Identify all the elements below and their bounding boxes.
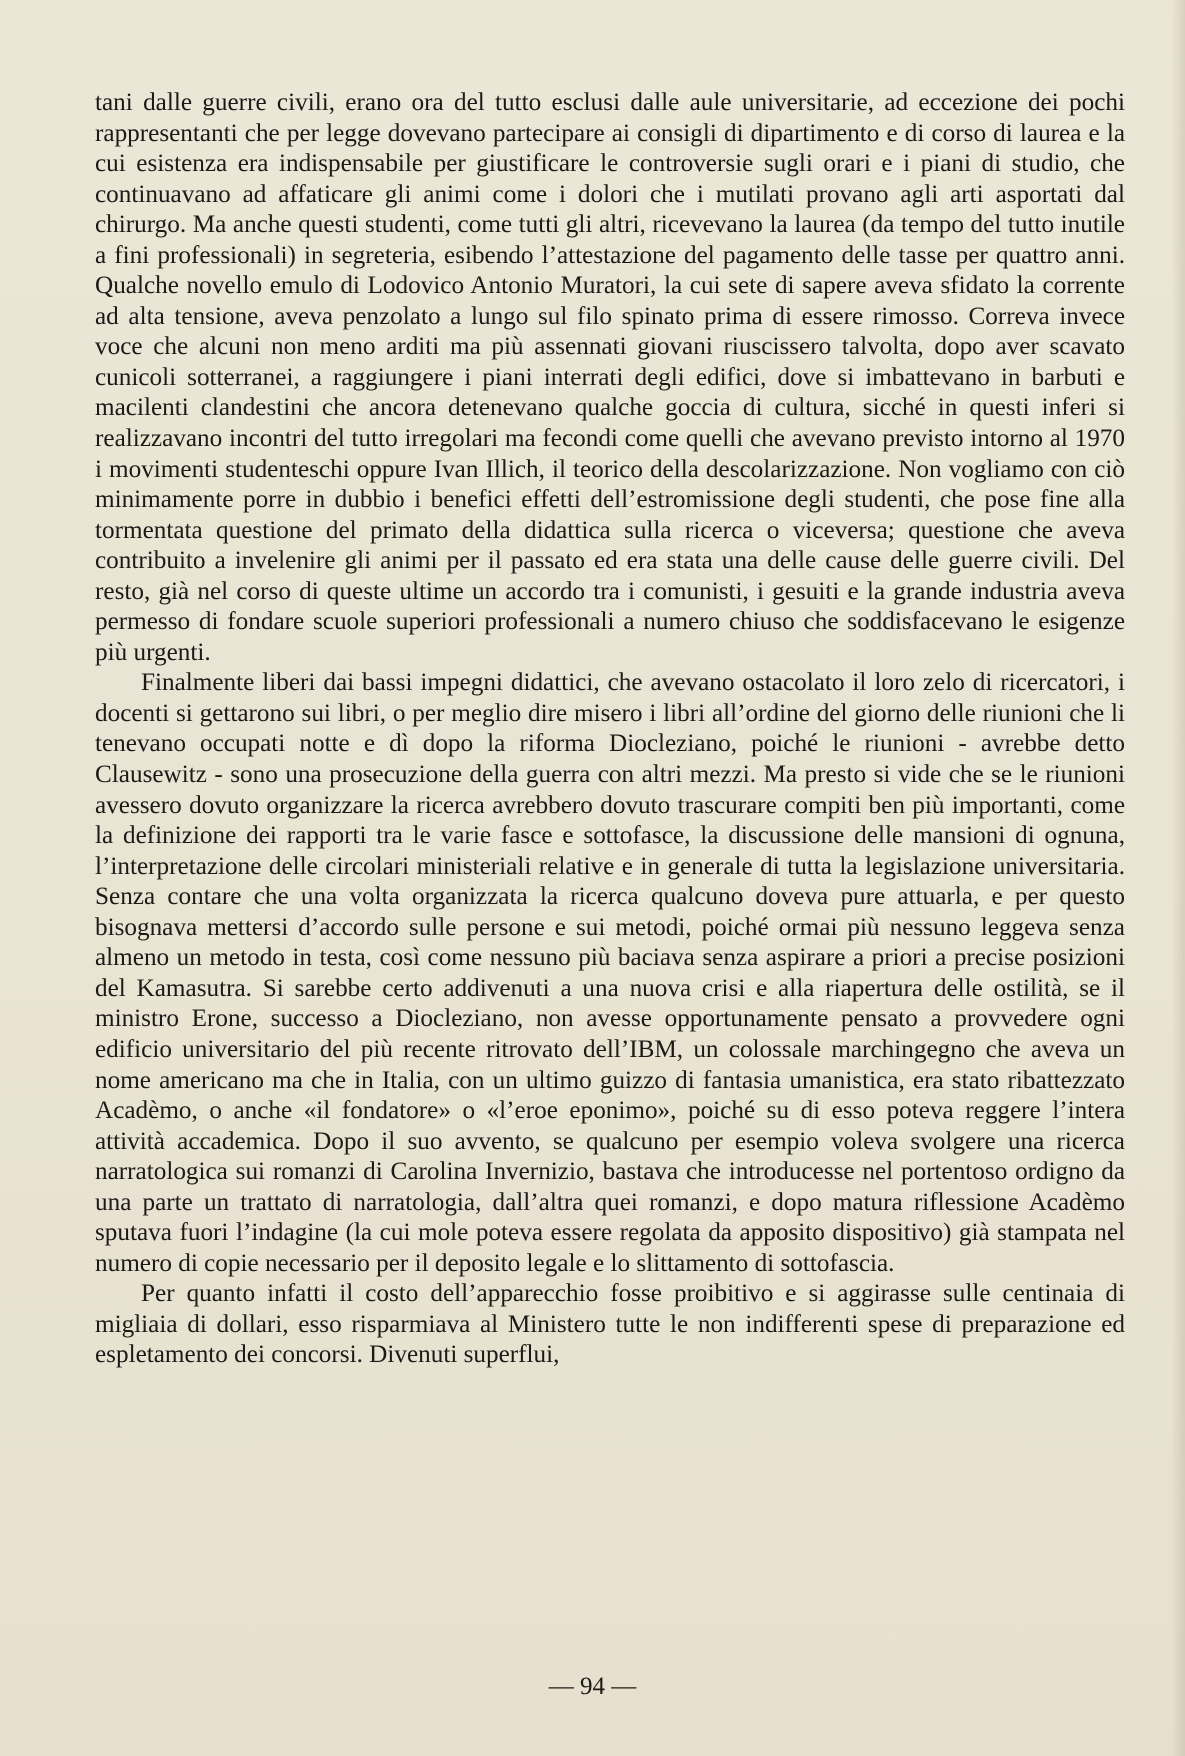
body-text [95, 88, 1125, 1371]
page-edge-shadow [1171, 0, 1185, 1756]
page-number: — 94 — [548, 1673, 637, 1700]
paragraph-2: Finalmente liberi dai bassi impegni didattici, che avevano ostacolato il loro zelo di ricercatori, i docenti si gettarono sui libri, o per meglio dire misero i libri all’ordine del giorno delle riunioni che li tenevano occupati notte e dì dopo la riforma Diocleziano, poiché le riunioni - avrebbe detto Clausewitz - sono una prosecuzione della guerra con altri mezzi. Ma presto si vide che se le riunioni avessero dovuto organizzare la ricerca avrebbero dovuto trascurare compiti ben più importanti, come la definizione dei rapporti tra le varie fasce e sottofasce, la discussione delle mansioni di ognuna, l’interpretazione delle circolari ministeriali relative e in generale di tutta la legislazione universitaria. Senza contare che una volta organizzata la ricerca qualcuno doveva pure attuarla, e per questo bisognava mettersi d’accordo sulle persone e sui metodi, poiché ormai più nessuno leggeva senza almeno un metodo in testa, così come nessuno più baciava senza aspirare a priori a precise posizioni del Kamasutra. Si sarebbe certo addivenuti a una nuova crisi e alla riapertura delle ostilità, se il ministro Erone, successo a Diocleziano, non avesse opportunamente pensato a provvedere ogni edificio universitario del più recente ritrovato dell’IBM, un colossale marchingegno che aveva un nome americano ma che in Italia, con un ultimo guizzo di fantasia umanistica, era stato ribattezzato Acadèmo, o anche «il fondatore» o «l’eroe eponimo», poiché su di esso poteva reggere l’intera attività accademica. Dopo il suo avvento, se qualcuno per esempio voleva svolgere una ricerca narratologica sui romanzi di Carolina Invernizio, bastava che introducesse nel portentoso ordigno da una parte un trattato di narratologia, dall’altra quei romanzi, e dopo matura riflessione Acadèmo sputava fuori l’indagine (la cui mole poteva essere regolata da apposito dispositivo) già stampata nel numero di copie necessario per il deposito legale e lo slittamento di sottofascia. [95, 669, 1125, 1277]
paragraph-3: Per quanto infatti il costo dell’apparecchio fosse proibitivo e si aggirasse sulle centinaia di migliaia di dollari, esso risparmiava al Ministero tutte le non indifferenti spese di preparazione ed espletamento dei concorsi. Divenuti superflui, [95, 1280, 1125, 1369]
paragraph-1: tani dalle guerre civili, erano ora del tutto esclusi dalle aule universitarie, ad eccezione dei pochi rappresentanti che per legge dovevano partecipare ai consigli di dipartimento e di corso di laurea e la cui esistenza era indispensabile per giustificare le controversie sugli orari e i piani di studio, che continuavano ad affaticare gli animi come i dolori che i mutilati provano agli arti asportati dal chirurgo. Ma anche questi studenti, come tutti gli altri, ricevevano la laurea (da tempo del tutto inutile a fini professionali) in segreteria, esibendo l’attestazione del pagamento delle tasse per quattro anni. Qualche novello emulo di Lodovico Antonio Muratori, la cui sete di sapere aveva sfidato la corrente ad alta tensione, aveva penzolato a lungo sul filo spinato prima di essere rimosso. Correva invece voce che alcuni non meno arditi ma più assennati giovani riuscissero talvolta, dopo aver scavato cunicoli sotterranei, a raggiungere i piani interrati degli edifici, dove si imbattevano in barbuti e macilenti clandestini che ancora detenevano qualche goccia di cultura, sicché in questi inferi si realizzavano incontri del tutto irregolari ma fecondi come quelli che avevano previsto intorno al 1970 i movimenti studenteschi oppure Ivan Illich, il teorico della descolarizzazione. Non vogliamo con ciò minimamente porre in dubbio i benefici effetti dell’estromissione degli studenti, che pose fine alla tormentata questione del primato della didattica sulla ricerca o viceversa; questione che aveva contribuito a invelenire gli animi per il passato ed era stata una delle cause delle guerre civili. Del resto, già nel corso di queste ultime un accordo tra i comunisti, i gesuiti e la grande industria aveva permesso di fondare scuole superiori professionali a numero chiuso che soddisfacevano le esigenze più urgenti. [95, 89, 1125, 666]
